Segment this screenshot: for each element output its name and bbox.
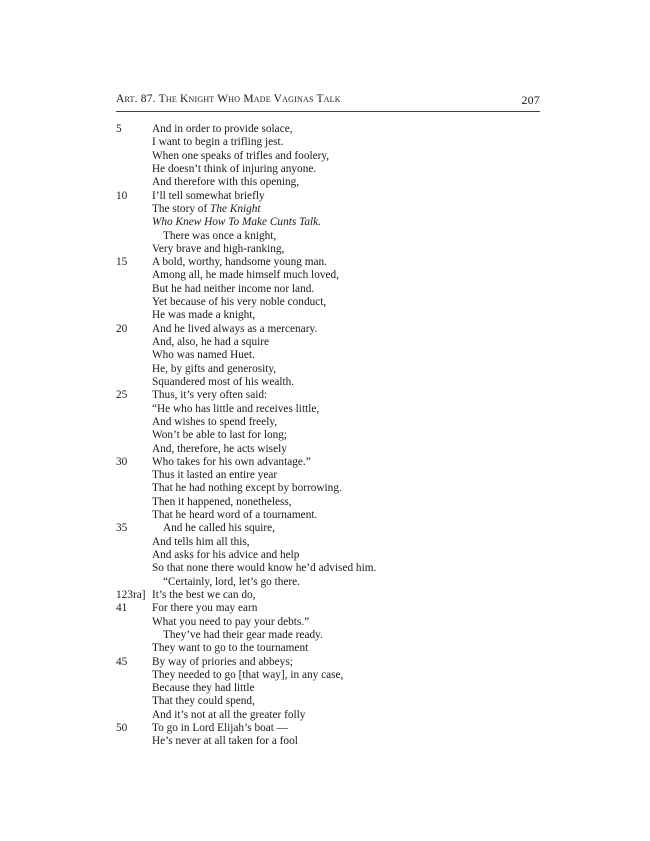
line-text: Very brave and high-ranking, xyxy=(152,242,285,255)
page-number: 207 xyxy=(521,93,540,107)
verse-line xyxy=(116,136,556,149)
verse-line xyxy=(116,536,556,549)
line-text: Won’t be able to last for long; xyxy=(152,429,288,442)
line-text: Because they had little xyxy=(152,682,255,695)
verse-line xyxy=(116,363,556,376)
verse-line xyxy=(116,389,556,402)
line-text: Thus, it’s very often said: xyxy=(152,389,268,402)
line-number: 10 xyxy=(116,189,128,202)
verse-text xyxy=(116,123,556,749)
verse-line xyxy=(116,616,556,629)
verse-line xyxy=(116,443,556,456)
verse-line xyxy=(116,123,556,136)
verse-line xyxy=(116,509,556,522)
verse-line xyxy=(116,336,556,349)
running-title: Art. 87. The Knight Who Made Vaginas Talk xyxy=(116,93,341,105)
verse-line xyxy=(116,243,556,256)
line-text: That he had nothing except by borrowing. xyxy=(152,482,342,495)
line-text: And tells him all this, xyxy=(152,535,250,548)
verse-line xyxy=(116,269,556,282)
line-text xyxy=(152,216,321,229)
line-text: That he heard word of a tournament. xyxy=(152,509,318,522)
verse-line xyxy=(116,469,556,482)
verse-line xyxy=(116,722,556,735)
line-text: Who was named Huet. xyxy=(152,349,255,362)
line-text: He doesn’t think of injuring anyone. xyxy=(152,162,317,175)
header-rule xyxy=(116,111,540,112)
verse-line xyxy=(116,349,556,362)
line-text: And, also, he had a squire xyxy=(152,336,270,348)
verse-line xyxy=(116,549,556,562)
italic-title: The Knight xyxy=(210,202,261,215)
verse-line xyxy=(116,456,556,469)
line-text: And in order to provide solace, xyxy=(152,123,293,135)
verse-line xyxy=(116,522,556,535)
verse-line xyxy=(116,256,556,269)
verse-line xyxy=(116,709,556,722)
line-text: And wishes to spend freely, xyxy=(152,415,278,428)
line-text: Thus it lasted an entire year xyxy=(152,469,278,482)
line-text: “He who has little and receives little, xyxy=(152,402,320,415)
verse-line xyxy=(116,150,556,163)
verse-line xyxy=(116,562,556,575)
verse-line xyxy=(116,496,556,509)
line-text: It’s the best we can do, xyxy=(152,588,256,601)
verse-line xyxy=(116,589,556,602)
verse-line xyxy=(116,735,556,748)
line-text: “Certainly, lord, let’s go there. xyxy=(163,575,300,588)
verse-line xyxy=(116,576,556,589)
verse-line xyxy=(116,416,556,429)
line-text: And therefore with this opening, xyxy=(152,176,300,189)
line-text: I’ll tell somewhat briefly xyxy=(152,189,265,202)
line-number: 30 xyxy=(116,455,128,468)
line-number: 20 xyxy=(116,322,128,335)
verse-line xyxy=(116,429,556,442)
line-number: 35 xyxy=(116,522,128,535)
line-number: 15 xyxy=(116,256,128,269)
verse-line xyxy=(116,656,556,669)
line-number: 45 xyxy=(116,655,128,668)
line-number: 41 xyxy=(116,602,128,615)
verse-line xyxy=(116,176,556,189)
line-text: He, by gifts and generosity, xyxy=(152,362,277,375)
verse-line xyxy=(116,309,556,322)
line-text: I want to begin a trifling jest. xyxy=(152,136,284,149)
line-text: That they could spend, xyxy=(152,695,255,708)
line-text: And asks for his advice and help xyxy=(152,549,300,561)
line-text: He’s never at all taken for a fool xyxy=(152,735,298,748)
line-number: 25 xyxy=(116,389,128,402)
line-text: And he called his squire, xyxy=(163,522,275,535)
verse-line xyxy=(116,230,556,243)
line-text: And he lived always as a mercenary. xyxy=(152,322,318,335)
verse-line xyxy=(116,203,556,216)
line-text: But he had neither income nor land. xyxy=(152,282,315,295)
verse-line xyxy=(116,190,556,203)
verse-line xyxy=(116,296,556,309)
line-text: Who takes for his own advantage.” xyxy=(152,455,311,468)
line-text: What you need to pay your debts.” xyxy=(152,615,310,628)
verse-line xyxy=(116,323,556,336)
line-text: For there you may earn xyxy=(152,602,258,615)
verse-line xyxy=(116,163,556,176)
verse-line xyxy=(116,602,556,615)
verse-line xyxy=(116,695,556,708)
line-number: 5 xyxy=(116,123,122,135)
line-text: And it’s not at all the greater folly xyxy=(152,708,306,721)
verse-line xyxy=(116,682,556,695)
line-text: They needed to go [that way], in any case, xyxy=(152,668,344,681)
verse-line xyxy=(116,403,556,416)
verse-line xyxy=(116,642,556,655)
verse-line xyxy=(116,283,556,296)
line-text: So that none there would know he’d advised him. xyxy=(152,562,377,575)
italic-title: Who Knew How To Make Cunts Talk. xyxy=(152,216,321,229)
verse-line xyxy=(116,629,556,642)
line-text: When one speaks of trifles and foolery, xyxy=(152,149,330,162)
line-text: He was made a knight, xyxy=(152,309,256,322)
verse-line xyxy=(116,482,556,495)
line-text: By way of priories and abbeys; xyxy=(152,655,293,668)
verse-line xyxy=(116,669,556,682)
line-text: Among all, he made himself much loved, xyxy=(152,269,339,282)
line-text: Yet because of his very noble conduct, xyxy=(152,296,327,309)
line-text: Squandered most of his wealth. xyxy=(152,375,295,388)
line-text: They want to go to the tournament xyxy=(152,642,309,655)
line-text: And, therefore, he acts wisely xyxy=(152,442,287,455)
line-text: They’ve had their gear made ready. xyxy=(163,628,323,641)
line-number: 50 xyxy=(116,722,128,735)
line-text: There was once a knight, xyxy=(163,229,277,242)
line-text: Then it happened, nonetheless, xyxy=(152,495,292,508)
line-text: To go in Lord Elijah’s boat — xyxy=(152,722,289,735)
verse-line xyxy=(116,216,556,229)
line-number: 123ra] xyxy=(116,588,146,601)
line-text: The story of The Knight xyxy=(152,202,261,215)
line-text: A bold, worthy, handsome young man. xyxy=(152,256,327,269)
verse-line xyxy=(116,376,556,389)
